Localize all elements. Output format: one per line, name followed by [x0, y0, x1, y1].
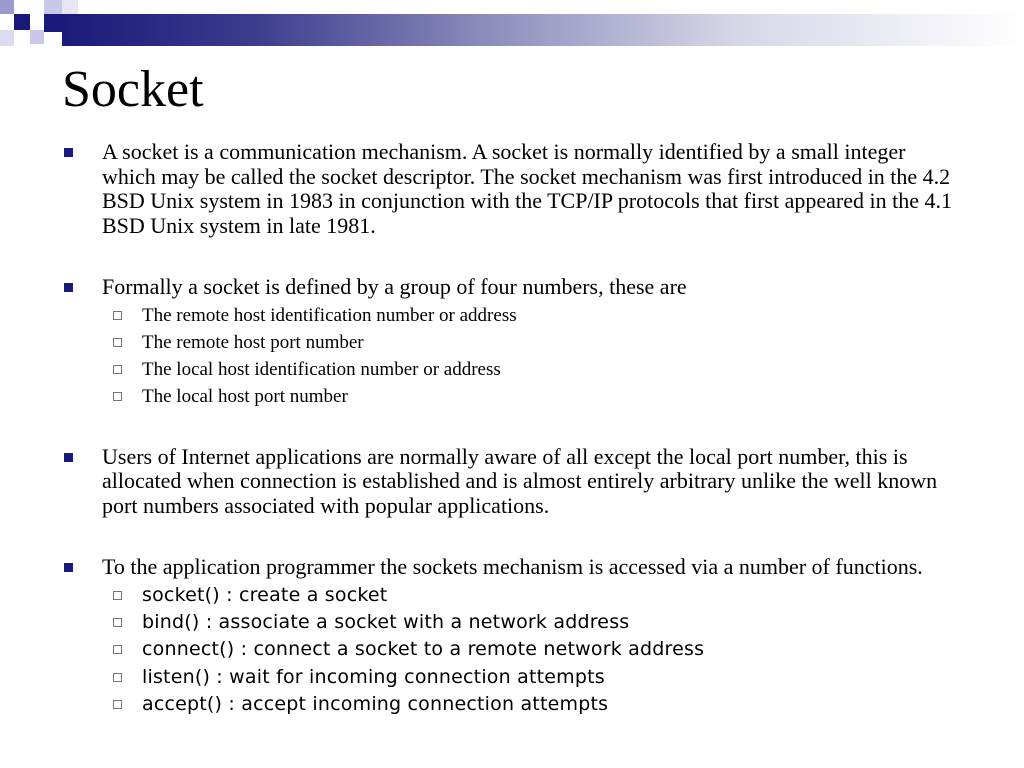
sub-item-text: bind() : associate a socket with a network address [142, 610, 630, 633]
sub-list [113, 302, 962, 411]
bullet-text: Users of Internet applications are normally aware of all except the local port number, this is allocated when connection is established and is almost entirely arbitrary unlike the well known port numbers associated with popular applications. [102, 443, 938, 518]
hollow-square-bullet-icon [113, 311, 122, 320]
square-bullet-icon [64, 453, 73, 462]
decor-square [14, 14, 30, 30]
sub-item-text: The remote host port number [142, 331, 364, 353]
hollow-square-bullet-icon [113, 618, 122, 627]
sub-item-text: The remote host identification number or address [142, 304, 517, 326]
decor-square [0, 0, 14, 14]
hollow-square-bullet-icon [113, 673, 122, 682]
hollow-square-bullet-icon [113, 591, 122, 600]
sub-item [113, 302, 962, 329]
sub-item [113, 664, 962, 691]
sub-item [113, 582, 962, 609]
sub-item-text: accept() : accept incoming connection attempts [142, 692, 609, 715]
slide-content [62, 140, 962, 718]
decor-square [0, 30, 14, 46]
square-bullet-icon [64, 563, 73, 572]
bullet-text: A socket is a communication mechanism. A socket is normally identified by a small integer which may be called the socket descriptor. The socket mechanism was first introduced in the 4.2 BSD Unix system in 1983 in conjunction with the TCP/IP protocols that first appeared in the 4.1 BSD Unix system in late 1981. [102, 139, 952, 238]
sub-item-text: listen() : wait for incoming connection attempts [142, 665, 605, 688]
sub-item-text: socket() : create a socket [142, 583, 388, 606]
hollow-square-bullet-icon [113, 700, 122, 709]
square-bullet-icon [64, 148, 73, 157]
bullet-text: To the application programmer the sockets mechanism is accessed via a number of functions. [102, 554, 923, 580]
hollow-square-bullet-icon [113, 645, 122, 654]
square-bullet-icon [64, 283, 73, 292]
sub-item [113, 356, 962, 383]
bullet-item [62, 555, 962, 580]
bullet-item [62, 445, 962, 519]
bullet-item [62, 140, 962, 238]
bullet-text: Formally a socket is defined by a group of four numbers, these are [102, 274, 687, 299]
sub-item [113, 636, 962, 663]
slide-title: Socket [62, 61, 204, 118]
sub-item [113, 691, 962, 718]
decor-square [30, 30, 44, 44]
decor-square [44, 0, 62, 14]
sub-item-text: connect() : connect a socket to a remote network address [142, 638, 705, 661]
sub-item-text: The local host identification number or address [142, 359, 501, 381]
sub-item [113, 383, 962, 410]
sub-item [113, 329, 962, 356]
hollow-square-bullet-icon [113, 392, 122, 401]
header-gradient-band [62, 14, 1024, 46]
decor-square [44, 14, 62, 32]
decor-square [62, 0, 78, 14]
bullet-item [62, 275, 962, 300]
sub-item [113, 609, 962, 636]
sub-list [113, 582, 962, 718]
hollow-square-bullet-icon [113, 365, 122, 374]
hollow-square-bullet-icon [113, 338, 122, 347]
sub-item-text: The local host port number [142, 386, 348, 408]
